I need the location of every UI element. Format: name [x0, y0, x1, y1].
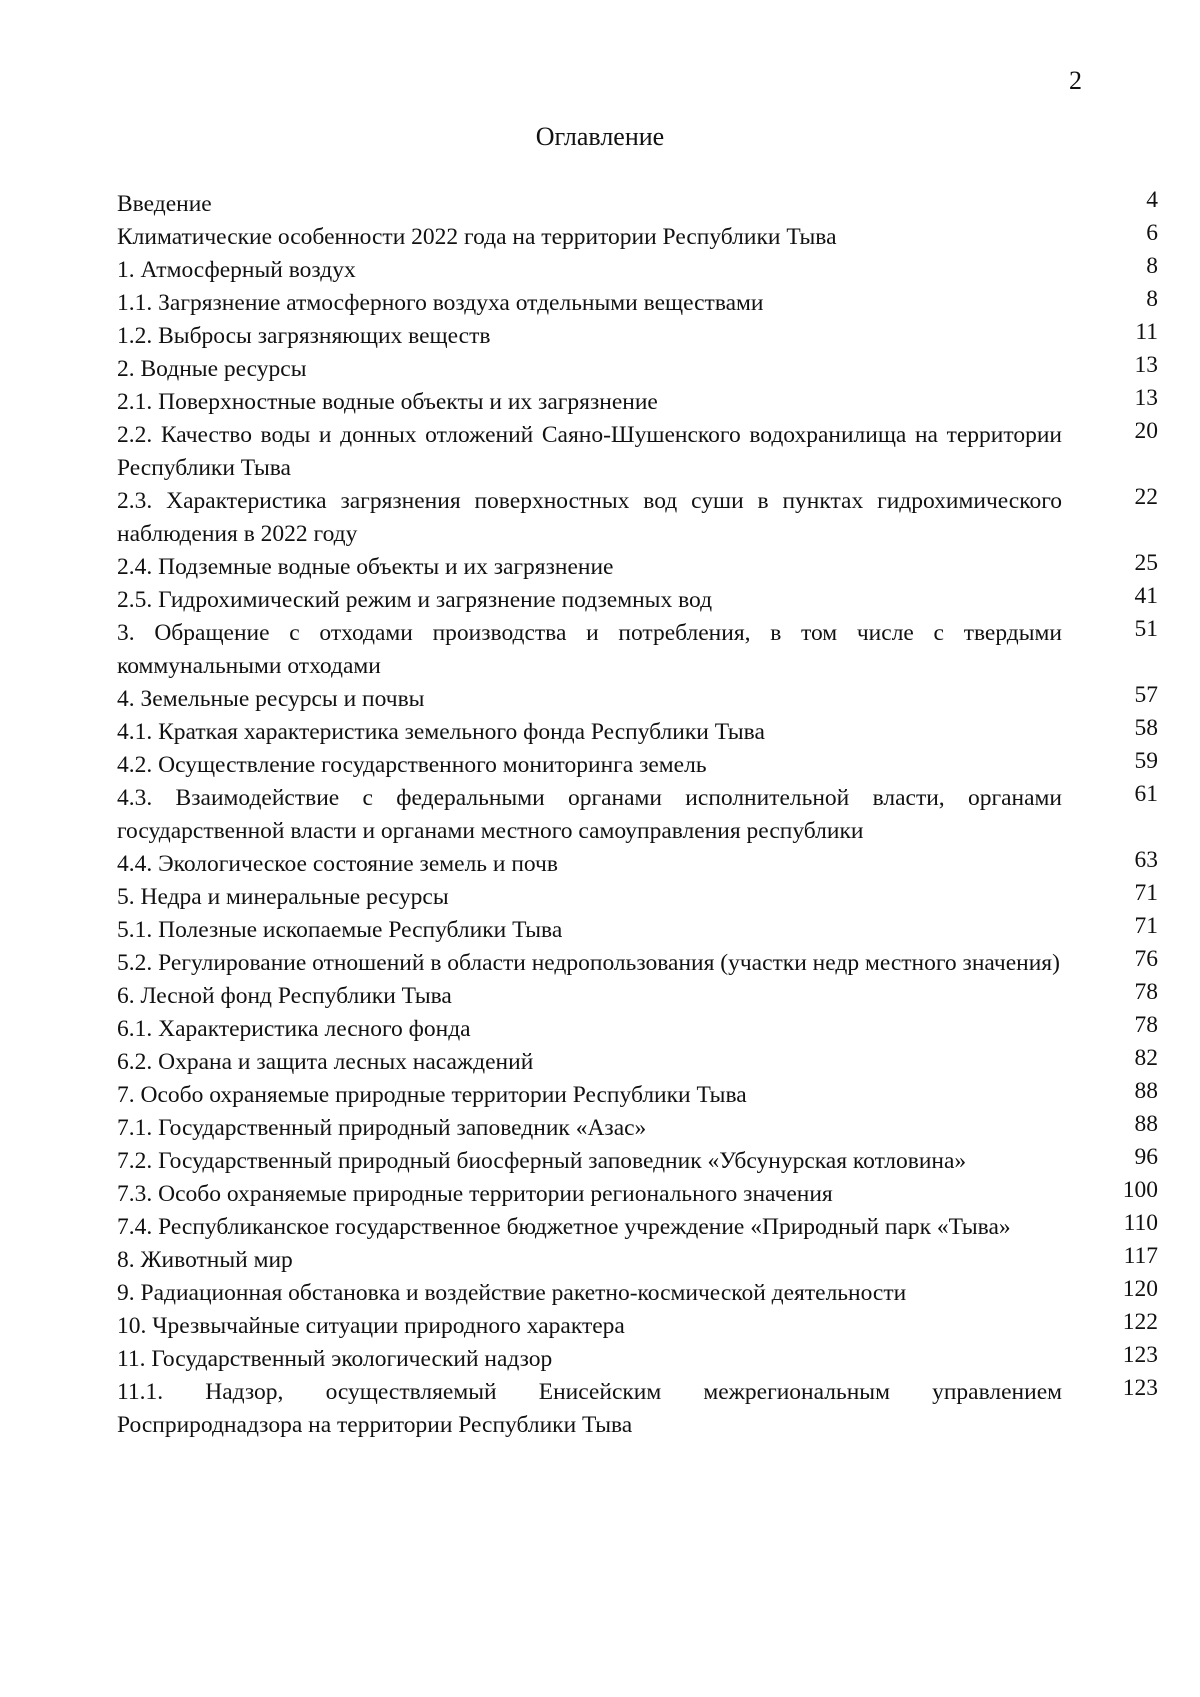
toc-entry	[117, 1046, 1158, 1079]
toc-entry	[117, 1178, 1158, 1211]
toc-entry-title: 4. Земельные ресурсы и почвы	[117, 686, 425, 712]
toc-entry-page: 59	[1134, 748, 1158, 774]
toc-entry-page: 61	[1134, 781, 1158, 807]
toc-entry	[117, 1376, 1158, 1442]
toc-entry-page: 71	[1134, 913, 1158, 939]
toc-entry-page: 76	[1134, 946, 1158, 972]
toc-entry-page: 123	[1122, 1342, 1158, 1368]
toc-entry	[117, 1244, 1158, 1277]
toc-entry-title: 7. Особо охраняемые природные территории Республики Тыва	[117, 1082, 747, 1108]
toc-entry	[117, 1145, 1158, 1178]
toc-entry-page: 82	[1134, 1045, 1158, 1071]
toc-entry-page: 41	[1134, 583, 1158, 609]
page-title: Оглавление	[535, 122, 665, 151]
toc-entry	[117, 1013, 1158, 1046]
toc-entry-page: 6	[1146, 220, 1158, 246]
toc-entry	[117, 716, 1158, 749]
toc-entry-title: 3. Обращение с отходами производства и потребления, в том числе с твердыми коммунальными отходами	[117, 620, 1062, 679]
toc-entry	[117, 749, 1158, 782]
toc-entry-title: 1.1. Загрязнение атмосферного воздуха отдельными веществами	[117, 290, 764, 316]
toc-entry	[117, 386, 1158, 419]
toc-entry-page: 11	[1135, 319, 1158, 345]
toc-entry-title: 5.2. Регулирование отношений в области недропользования (участки недр местного значения)	[117, 950, 1060, 976]
toc-entry-page: 120	[1122, 1276, 1158, 1302]
toc-entry	[117, 584, 1158, 617]
toc-entry-page: 110	[1123, 1210, 1158, 1236]
toc-entry-title: 1.2. Выбросы загрязняющих веществ	[117, 323, 491, 349]
toc-entry-page: 123	[1122, 1375, 1158, 1401]
toc-entry-title: 2.5. Гидрохимический режим и загрязнение подземных вод	[117, 587, 713, 613]
toc-entry-title: 7.3. Особо охраняемые природные территории регионального значения	[117, 1181, 833, 1207]
toc-entry	[117, 782, 1158, 848]
toc-entry	[117, 617, 1158, 683]
toc-entry-page: 78	[1134, 979, 1158, 1005]
toc-entry	[117, 254, 1158, 287]
toc-entry	[117, 914, 1158, 947]
toc-entry-title: Климатические особенности 2022 года на территории Республики Тыва	[117, 224, 837, 250]
toc-entry-page: 96	[1134, 1144, 1158, 1170]
toc-entry-title: 6.1. Характеристика лесного фонда	[117, 1016, 471, 1042]
toc-entry	[117, 221, 1158, 254]
toc-entry-title: 9. Радиационная обстановка и воздействие ракетно-космической деятельности	[117, 1280, 907, 1306]
toc-entry	[117, 551, 1158, 584]
toc-entry-title: 11.1. Надзор, осуществляемый Енисейским межрегиональным управлением Росприроднадзора на территории Республики Тыва	[117, 1379, 1062, 1438]
toc-entry-page: 100	[1122, 1177, 1158, 1203]
toc-entry	[117, 1211, 1158, 1244]
toc-entry-title: 1. Атмосферный воздух	[117, 257, 356, 283]
toc-entry	[117, 188, 1158, 221]
toc-entry-title: 2.1. Поверхностные водные объекты и их загрязнение	[117, 389, 658, 415]
toc-entry-title: 4.4. Экологическое состояние земель и почв	[117, 851, 558, 877]
toc-entry-title: 4.1. Краткая характеристика земельного фонда Республики Тыва	[117, 719, 765, 745]
toc-entry-page: 25	[1134, 550, 1158, 576]
toc-entry	[117, 1112, 1158, 1145]
toc-entry	[117, 881, 1158, 914]
toc-entry-page: 78	[1134, 1012, 1158, 1038]
toc-entry-page: 58	[1134, 715, 1158, 741]
toc-entry-page: 8	[1146, 286, 1158, 312]
toc-entry-title: Введение	[117, 191, 212, 217]
toc-entry	[117, 848, 1158, 881]
toc-entry-page: 88	[1134, 1111, 1158, 1137]
toc-entry	[117, 1079, 1158, 1112]
toc-entry-title: 7.2. Государственный природный биосферный заповедник «Убсунурская котловина»	[117, 1148, 967, 1174]
toc-entry-title: 6.2. Охрана и защита лесных насаждений	[117, 1049, 534, 1075]
toc-entry-title: 2. Водные ресурсы	[117, 356, 307, 382]
toc-entry-title: 7.4. Республиканское государственное бюджетное учреждение «Природный парк «Тыва»	[117, 1214, 1011, 1240]
toc-entry-page: 8	[1146, 253, 1158, 279]
toc-entry-title: 7.1. Государственный природный заповедник «Азас»	[117, 1115, 647, 1141]
toc-entry-page: 13	[1134, 352, 1158, 378]
toc-entry-title: 2.2. Качество воды и донных отложений Саяно-Шушенского водохранилища на территории Республики Тыва	[117, 422, 1062, 481]
toc-entry	[117, 320, 1158, 353]
toc-entry-page: 51	[1134, 616, 1158, 642]
toc-entry-title: 5. Недра и минеральные ресурсы	[117, 884, 449, 910]
toc-entry-page: 57	[1134, 682, 1158, 708]
toc-entry-page: 4	[1146, 187, 1158, 213]
page-number: 2	[1069, 66, 1082, 95]
toc-entry	[117, 1343, 1158, 1376]
toc-entry	[117, 683, 1158, 716]
toc-entry-page: 117	[1123, 1243, 1158, 1269]
toc-entry-title: 11. Государственный экологический надзор	[117, 1346, 553, 1372]
toc-entry-page: 122	[1122, 1309, 1158, 1335]
toc-entry	[117, 353, 1158, 386]
toc-entry-page: 71	[1134, 880, 1158, 906]
toc-entry-title: 2.3. Характеристика загрязнения поверхностных вод суши в пунктах гидрохимического наблюдения в 2022 году	[117, 488, 1062, 547]
table-of-contents	[117, 188, 1158, 1442]
toc-entry-title: 2.4. Подземные водные объекты и их загрязнение	[117, 554, 614, 580]
toc-entry-page: 13	[1134, 385, 1158, 411]
toc-entry-page: 22	[1134, 484, 1158, 510]
toc-entry-page: 63	[1134, 847, 1158, 873]
toc-entry	[117, 947, 1158, 980]
toc-entry-title: 10. Чрезвычайные ситуации природного характера	[117, 1313, 625, 1339]
toc-entry	[117, 1277, 1158, 1310]
toc-entry-title: 4.2. Осуществление государственного мониторинга земель	[117, 752, 707, 778]
toc-entry-page: 88	[1134, 1078, 1158, 1104]
toc-entry-title: 6. Лесной фонд Республики Тыва	[117, 983, 452, 1009]
toc-entry	[117, 419, 1158, 485]
toc-entry	[117, 485, 1158, 551]
toc-entry-page: 20	[1134, 418, 1158, 444]
toc-entry	[117, 980, 1158, 1013]
toc-entry-title: 5.1. Полезные ископаемые Республики Тыва	[117, 917, 563, 943]
toc-entry	[117, 1310, 1158, 1343]
toc-entry-title: 8. Животный мир	[117, 1247, 293, 1273]
toc-entry-title: 4.3. Взаимодействие с федеральными органами исполнительной власти, органами государственной власти и органами местного самоуправления республики	[117, 785, 1062, 844]
toc-entry	[117, 287, 1158, 320]
